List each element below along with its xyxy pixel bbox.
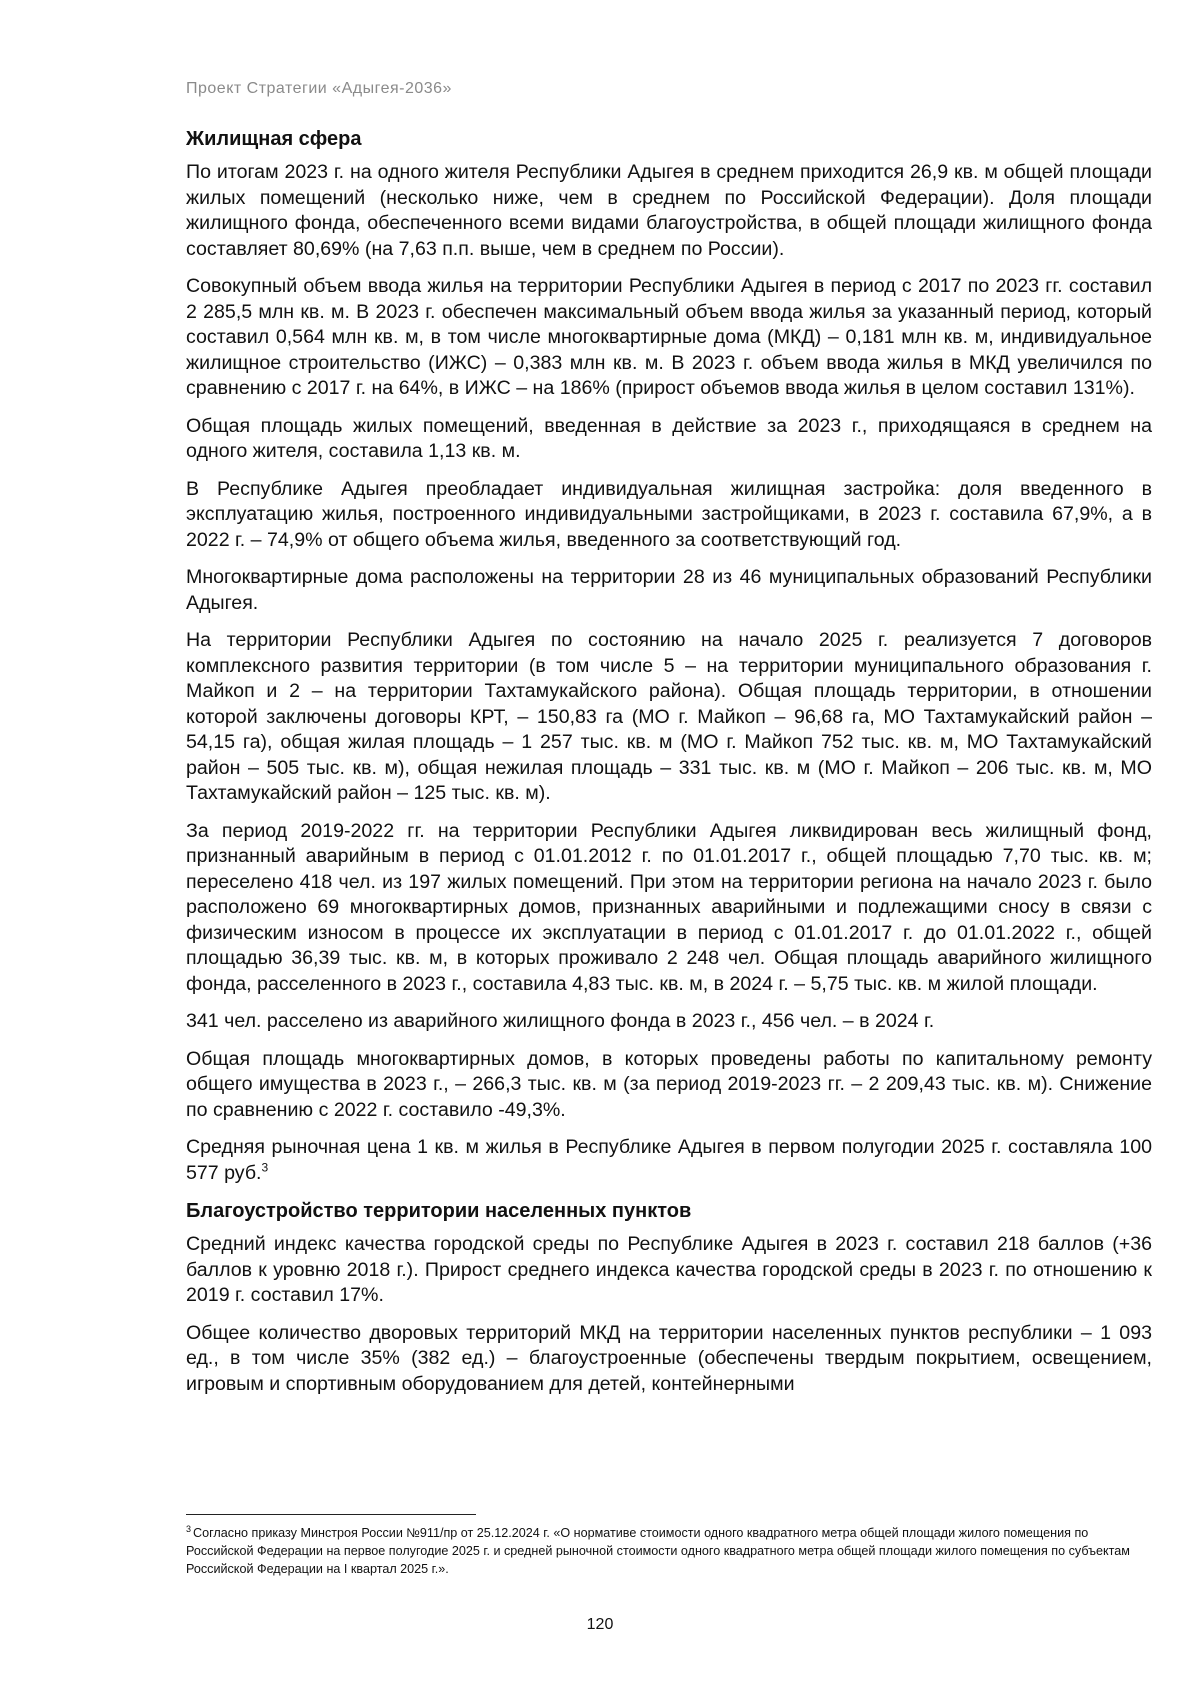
running-header: Проект Стратегии «Адыгея-2036» — [186, 80, 452, 97]
paragraph-with-footnote — [186, 1135, 1152, 1186]
paragraph: Совокупный объем ввода жилья на территории Республики Адыгея в период с 2017 по 2023 гг. составил 2 285,5 млн кв. м. В 2023 г. обеспечен максимальный объем ввода жилья за указанный период, который составил 0,564 млн кв. м, в том числе многоквартирные дома (МКД) – 0,181 млн кв. м, индивидуальное жилищное строительство (ИЖС) – 0,383 млн кв. м. В 2023 г. объем ввода жилья в МКД увеличился по сравнению с 2017 г. на 64%, в ИЖС – на 186% (прирост объемов ввода жилья в целом составил 131%). — [186, 275, 1152, 399]
section-heading-housing: Жилищная сфера — [186, 128, 362, 150]
section-heading-improvement: Благоустройство территории населенных пунктов — [186, 1200, 692, 1222]
paragraph-text: Средняя рыночная цена 1 кв. м жилья в Республике Адыгея в первом полугодии 2025 г. составляла 100 577 руб. — [186, 1136, 1152, 1184]
paragraph: За период 2019-2022 гг. на территории Республики Адыгея ликвидирован весь жилищный фонд, признанный аварийным в период с 01.01.2012 г. по 01.01.2017 г., общей площадью 7,70 тыс. кв. м; переселено 418 чел. из 197 жилых помещений. При этом на территории региона на начало 2023 г. было расположено 69 многоквартирных домов, признанных аварийными и подлежащими сносу в связи с физическим износом в процессе их эксплуатации в период с 01.01.2017 г. до 01.01.2022 г., общей площадью 36,39 тыс. кв. м, в которых проживало 2 248 чел. Общая площадь аварийного жилищного фонда, расселенного в 2023 г., составила 4,83 тыс. кв. м, в 2024 г. – 5,75 тыс. кв. м жилой площади. — [186, 819, 1152, 995]
paragraph: Общая площадь многоквартирных домов, в которых проведены работы по капитальному ремонту общего имущества в 2023 г., – 266,3 тыс. кв. м (за период 2019-2023 гг. – 2 209,43 тыс. кв. м). Снижение по сравнению с 2022 г. составило -49,3%. — [186, 1047, 1152, 1121]
page-number: 120 — [586, 1616, 614, 1633]
footnote-reference: 3 — [261, 1159, 269, 1174]
paragraph: 341 чел. расселено из аварийного жилищного фонда в 2023 г., 456 чел. – в 2024 г. — [186, 1010, 935, 1032]
paragraph: Общее количество дворовых территорий МКД на территории населенных пунктов республики – 1 093 ед., в том числе 35% (382 ед.) – благоустроенные (обеспечены твердым покрытием, освещением, игровым и спортивным оборудованием для детей, контейнерными — [186, 1321, 1152, 1395]
paragraph: По итогам 2023 г. на одного жителя Республики Адыгея в среднем приходится 26,9 кв. м общей площади жилых помещений (несколько ниже, чем в среднем по Российской Федерации). Доля площади жилищного фонда, обеспеченного всеми видами благоустройства, в общей площади жилищного фонда составляет 80,69% (на 7,63 п.п. выше, чем в среднем по России). — [186, 161, 1152, 260]
paragraph: Средний индекс качества городской среды по Республике Адыгея в 2023 г. составил 218 баллов (+36 баллов к уровню 2018 г.). Прирост среднего индекса качества городской среды в 2023 г. по отношению к 2019 г. составил 17%. — [186, 1233, 1152, 1306]
paragraph: В Республике Адыгея преобладает индивидуальная жилищная застройка: доля введенного в эксплуатацию жилья, построенного индивидуальными застройщиками, в 2023 г. составила 67,9%, а в 2022 г. – 74,9% от общего объема жилья, введенного за соответствующий год. — [186, 477, 1152, 551]
paragraph: На территории Республики Адыгея по состоянию на начало 2025 г. реализуется 7 договоров комплексного развития территории (в том числе 5 – на территории муниципального образования г. Майкоп и 2 – на территории Тахтамукайского района). Общая площадь территории, в отношении которой заключены договоры КРТ, – 150,83 га (МО г. Майкоп – 96,68 га, МО Тахтамукайский район – 54,15 га), общая жилая площадь – 1 257 тыс. кв. м (МО г. Майкоп 752 тыс. кв. м, МО Тахтамукайский район – 505 тыс. кв. м), общая нежилая площадь – 331 тыс. кв. м (МО г. Майкоп – 206 тыс. кв. м, МО Тахтамукайский район – 125 тыс. кв. м). — [186, 629, 1152, 804]
paragraph: Многоквартирные дома расположены на территории 28 из 46 муниципальных образований Республики Адыгея. — [186, 566, 1152, 614]
footnote — [186, 1524, 1152, 1578]
footnote-text: Согласно приказу Минстроя России №911/пр от 25.12.2024 г. «О нормативе стоимости одного квадратного метра общей площади жилого помещения по Российской Федерации на первое полугодие 2025 г. и средней рыночной стоимости одного квадратного метра общей площади жилого помещения по субъектам Российской Федерации на I квартал 2025 г.». — [186, 1526, 1130, 1576]
main-content — [186, 126, 1152, 1409]
footnote-marker: 3 — [186, 1523, 192, 1534]
paragraph: Общая площадь жилых помещений, введенная в действие за 2023 г., приходящаяся в среднем на одного жителя, составила 1,13 кв. м. — [186, 414, 1152, 462]
footnote-divider — [186, 1514, 476, 1515]
